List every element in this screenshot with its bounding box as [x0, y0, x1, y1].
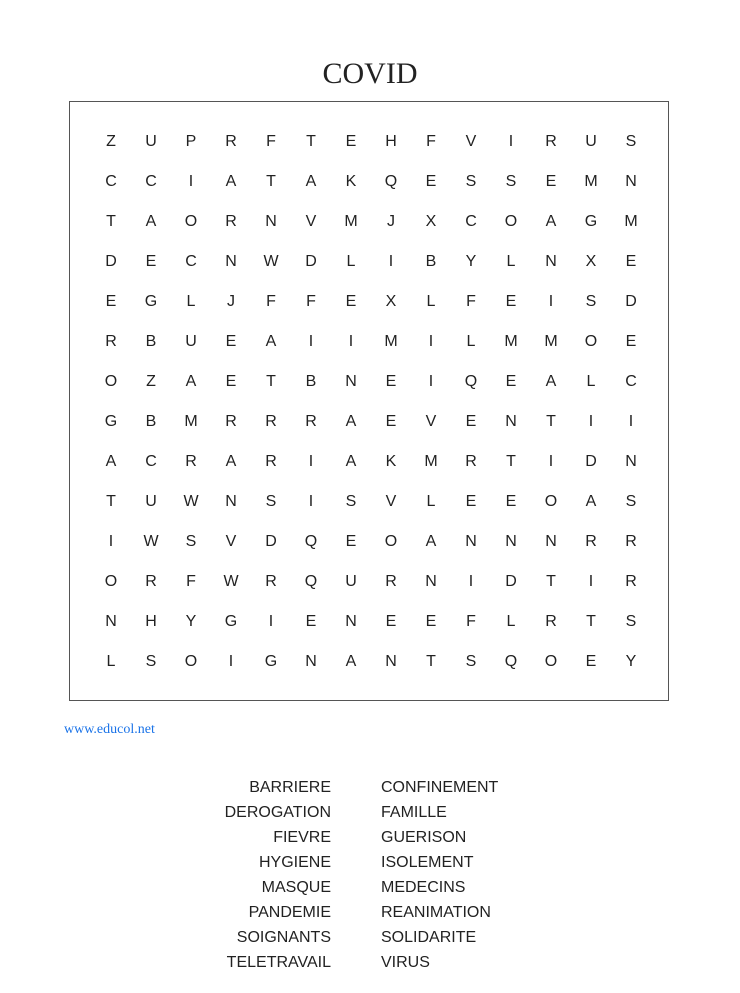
grid-letter[interactable]: R [545, 133, 557, 150]
grid-letter[interactable]: G [224, 613, 238, 630]
grid-letter[interactable]: M [584, 173, 598, 190]
grid-letter[interactable]: U [145, 133, 157, 150]
grid-letter[interactable]: S [145, 653, 157, 670]
grid-letter[interactable]: E [345, 293, 357, 310]
grid-letter[interactable]: E [465, 413, 477, 430]
grid-letter[interactable]: C [105, 173, 117, 190]
grid-letter[interactable]: D [305, 253, 317, 270]
grid-letter[interactable]: R [585, 533, 597, 550]
grid-letter[interactable]: R [545, 613, 557, 630]
grid-letter[interactable]: E [625, 253, 637, 270]
grid-letter[interactable]: U [585, 133, 597, 150]
grid-letter[interactable]: B [425, 253, 437, 270]
grid-letter[interactable]: A [145, 213, 157, 230]
grid-letter[interactable]: O [104, 573, 118, 590]
grid-letter[interactable]: R [265, 413, 277, 430]
grid-letter[interactable]: C [185, 253, 197, 270]
grid-letter[interactable]: R [225, 413, 237, 430]
grid-letter[interactable]: F [306, 293, 316, 310]
grid-letter[interactable]: A [265, 333, 277, 350]
grid-letter[interactable]: H [385, 133, 397, 150]
grid-letter[interactable]: N [545, 253, 557, 270]
grid-letter[interactable]: D [105, 253, 117, 270]
word-list-item: CONFINEMENT [381, 779, 499, 796]
grid-letter[interactable]: O [584, 333, 598, 350]
grid-letter[interactable]: O [184, 653, 198, 670]
grid-letter[interactable]: E [625, 333, 637, 350]
grid-letter[interactable]: Y [185, 613, 197, 630]
grid-letter[interactable]: D [265, 533, 277, 550]
word-list-item: GUERISON [381, 829, 467, 846]
grid-letter[interactable]: I [548, 293, 554, 310]
grid-letter[interactable]: Z [106, 133, 116, 150]
grid-letter[interactable]: O [104, 373, 118, 390]
grid-letter[interactable]: L [106, 653, 116, 670]
grid-letter[interactable]: M [624, 213, 638, 230]
grid-letter[interactable]: K [345, 173, 357, 190]
grid-letter[interactable]: O [384, 533, 398, 550]
grid-letter[interactable]: A [345, 413, 357, 430]
grid-letter[interactable]: F [186, 573, 196, 590]
grid-letter[interactable]: T [546, 413, 556, 430]
grid-letter[interactable]: G [264, 653, 278, 670]
grid-letter[interactable]: T [586, 613, 596, 630]
grid-letter[interactable]: M [544, 333, 558, 350]
word-list-item: TELETRAVAIL [226, 954, 331, 971]
grid-letter[interactable]: F [266, 133, 276, 150]
grid-letter[interactable]: R [265, 453, 277, 470]
grid-letter[interactable]: X [385, 293, 397, 310]
grid-letter[interactable]: F [466, 613, 476, 630]
word-search-grid-frame [69, 101, 669, 701]
grid-letter[interactable]: U [345, 573, 357, 590]
word-list-item: SOLIDARITE [381, 929, 477, 946]
grid-letter[interactable]: W [223, 573, 239, 590]
grid-letter[interactable]: F [426, 133, 436, 150]
grid-letter[interactable]: A [225, 453, 237, 470]
grid-letter[interactable]: E [505, 493, 517, 510]
grid-letter[interactable]: L [506, 253, 516, 270]
grid-letter[interactable]: Q [304, 573, 318, 590]
grid-letter[interactable]: N [625, 173, 637, 190]
grid-letter[interactable]: A [585, 493, 597, 510]
grid-letter[interactable]: J [227, 293, 235, 310]
grid-letter[interactable]: T [106, 213, 116, 230]
grid-letter[interactable]: A [425, 533, 437, 550]
grid-letter[interactable]: Q [504, 653, 518, 670]
grid-letter[interactable]: W [263, 253, 279, 270]
word-list-item: FAMILLE [381, 804, 447, 821]
grid-letter[interactable]: E [105, 293, 117, 310]
grid-letter[interactable]: T [266, 173, 276, 190]
grid-letter[interactable]: I [308, 493, 314, 510]
word-list-item: MASQUE [261, 879, 331, 896]
grid-letter[interactable]: I [308, 333, 314, 350]
grid-letter[interactable]: S [465, 653, 477, 670]
grid-letter[interactable]: I [388, 253, 394, 270]
grid-letter[interactable]: I [548, 453, 554, 470]
word-list-item: MEDECINS [381, 879, 466, 896]
grid-letter[interactable]: E [305, 613, 317, 630]
grid-letter[interactable]: X [585, 253, 597, 270]
grid-letter[interactable]: S [465, 173, 477, 190]
grid-letter[interactable]: E [505, 373, 517, 390]
word-list-item: FIEVRE [273, 829, 331, 846]
grid-letter[interactable]: A [545, 373, 557, 390]
grid-letter[interactable]: C [145, 453, 157, 470]
grid-letter[interactable]: S [345, 493, 357, 510]
grid-letter[interactable]: V [305, 213, 317, 230]
grid-letter[interactable]: A [345, 453, 357, 470]
grid-letter[interactable]: R [625, 573, 637, 590]
grid-letter[interactable]: U [185, 333, 197, 350]
grid-letter[interactable]: G [104, 413, 118, 430]
grid-letter[interactable]: E [465, 493, 477, 510]
grid-letter[interactable]: X [425, 213, 437, 230]
grid-letter[interactable]: Y [625, 653, 637, 670]
grid-letter[interactable]: E [385, 413, 397, 430]
grid-letter[interactable]: L [586, 373, 596, 390]
grid-letter[interactable]: E [385, 613, 397, 630]
grid-letter[interactable]: F [266, 293, 276, 310]
grid-letter[interactable]: R [625, 533, 637, 550]
grid-letter[interactable]: A [185, 373, 197, 390]
grid-letter[interactable]: T [426, 653, 436, 670]
grid-letter[interactable]: L [506, 613, 516, 630]
grid-letter[interactable]: I [628, 413, 634, 430]
grid-letter[interactable]: I [108, 533, 114, 550]
grid-letter[interactable]: L [426, 293, 436, 310]
grid-letter[interactable]: A [105, 453, 117, 470]
word-list-item: BARRIERE [249, 779, 331, 796]
grid-letter[interactable]: L [426, 493, 436, 510]
grid-letter[interactable]: S [625, 613, 637, 630]
grid-letter[interactable]: E [345, 133, 357, 150]
grid-letter[interactable]: N [465, 533, 477, 550]
grid-letter[interactable]: E [425, 613, 437, 630]
grid-letter[interactable]: L [186, 293, 196, 310]
grid-letter[interactable]: G [584, 213, 598, 230]
grid-letter[interactable]: O [504, 213, 518, 230]
grid-letter[interactable]: B [145, 413, 157, 430]
grid-letter[interactable]: M [184, 413, 198, 430]
grid-letter[interactable]: T [266, 373, 276, 390]
grid-letter[interactable]: E [145, 253, 157, 270]
word-list-item: HYGIENE [258, 854, 331, 871]
grid-letter[interactable]: I [228, 653, 234, 670]
grid-letter[interactable]: H [145, 613, 157, 630]
grid-letter[interactable]: C [625, 373, 637, 390]
grid-letter[interactable]: R [265, 573, 277, 590]
word-list-item: DEROGATION [224, 804, 331, 821]
grid-letter[interactable]: N [505, 533, 517, 550]
word-list-item: PANDEMIE [248, 904, 331, 921]
word-list-item: SOIGNANTS [236, 929, 331, 946]
grid-letter[interactable]: N [345, 613, 357, 630]
grid-letter[interactable]: D [585, 453, 597, 470]
grid-letter[interactable]: E [385, 373, 397, 390]
grid-letter[interactable]: N [265, 213, 277, 230]
grid-letter[interactable]: Y [465, 253, 477, 270]
grid-letter[interactable]: D [625, 293, 637, 310]
grid-letter[interactable]: G [144, 293, 158, 310]
grid-letter[interactable]: S [585, 293, 597, 310]
grid-letter[interactable]: B [145, 333, 157, 350]
grid-letter[interactable]: N [505, 413, 517, 430]
grid-letter[interactable]: W [183, 493, 199, 510]
grid-letter[interactable]: R [385, 573, 397, 590]
grid-letter[interactable]: L [346, 253, 356, 270]
grid-letter[interactable]: V [225, 533, 237, 550]
grid-letter[interactable]: O [544, 653, 558, 670]
grid-letter[interactable]: T [106, 493, 116, 510]
grid-letter[interactable]: N [225, 493, 237, 510]
grid-letter[interactable]: A [545, 213, 557, 230]
grid-letter[interactable]: I [428, 333, 434, 350]
grid-letter[interactable]: N [105, 613, 117, 630]
grid-letter[interactable]: R [465, 453, 477, 470]
grid-letter[interactable]: I [588, 413, 594, 430]
grid-letter[interactable]: U [145, 493, 157, 510]
site-link[interactable]: www.educol.net [64, 722, 155, 737]
grid-letter[interactable]: C [465, 213, 477, 230]
grid-letter[interactable]: L [466, 333, 476, 350]
grid-letter[interactable]: T [506, 453, 516, 470]
grid-letter[interactable]: E [545, 173, 557, 190]
grid-letter[interactable]: I [588, 573, 594, 590]
grid-letter[interactable]: P [185, 133, 197, 150]
grid-letter[interactable]: V [425, 413, 437, 430]
grid-letter[interactable]: K [385, 453, 397, 470]
grid-letter[interactable]: F [466, 293, 476, 310]
grid-letter[interactable]: A [225, 173, 237, 190]
grid-letter[interactable]: B [305, 373, 317, 390]
grid-letter[interactable]: I [188, 173, 194, 190]
grid-letter[interactable]: O [184, 213, 198, 230]
grid-letter[interactable]: R [105, 333, 117, 350]
grid-letter[interactable]: M [504, 333, 518, 350]
grid-letter[interactable]: N [225, 253, 237, 270]
grid-letter[interactable]: Q [384, 173, 398, 190]
word-list-item: ISOLEMENT [381, 854, 474, 871]
grid-letter[interactable]: A [345, 653, 357, 670]
grid-letter[interactable]: N [305, 653, 317, 670]
grid-letter[interactable]: N [425, 573, 437, 590]
grid-letter[interactable]: E [585, 653, 597, 670]
grid-letter[interactable]: R [225, 213, 237, 230]
grid-letter[interactable]: E [345, 533, 357, 550]
grid-letter[interactable]: S [505, 173, 517, 190]
grid-letter[interactable]: Q [464, 373, 478, 390]
word-list-item: REANIMATION [381, 904, 491, 921]
grid-letter[interactable]: V [385, 493, 397, 510]
word-search-grid [91, 122, 651, 682]
grid-letter[interactable]: W [143, 533, 159, 550]
grid-letter[interactable]: C [145, 173, 157, 190]
page-title: COVID [322, 57, 418, 90]
grid-letter[interactable]: E [505, 293, 517, 310]
grid-letter[interactable]: N [385, 653, 397, 670]
word-list-right [381, 775, 581, 975]
grid-letter[interactable]: R [185, 453, 197, 470]
word-list-item: VIRUS [381, 954, 430, 971]
grid-letter[interactable]: N [345, 373, 357, 390]
grid-letter[interactable]: D [505, 573, 517, 590]
grid-letter[interactable]: I [508, 133, 514, 150]
grid-letter[interactable]: R [145, 573, 157, 590]
grid-letter[interactable]: E [425, 173, 437, 190]
word-list-left [180, 775, 331, 975]
grid-letter[interactable]: Q [304, 533, 318, 550]
grid-letter[interactable]: T [306, 133, 316, 150]
grid-letter[interactable]: M [384, 333, 398, 350]
grid-letter[interactable]: N [625, 453, 637, 470]
grid-letter[interactable]: T [546, 573, 556, 590]
grid-letter[interactable]: I [268, 613, 274, 630]
grid-letter[interactable]: J [387, 213, 395, 230]
grid-letter[interactable]: I [348, 333, 354, 350]
grid-letter[interactable]: I [308, 453, 314, 470]
grid-letter[interactable]: I [428, 373, 434, 390]
grid-letter[interactable]: O [544, 493, 558, 510]
grid-letter[interactable]: S [625, 493, 637, 510]
grid-letter[interactable]: Z [146, 373, 156, 390]
grid-letter[interactable]: V [465, 133, 477, 150]
grid-letter[interactable]: R [225, 133, 237, 150]
grid-letter[interactable]: M [344, 213, 358, 230]
grid-letter[interactable]: E [225, 333, 237, 350]
grid-letter[interactable]: I [468, 573, 474, 590]
grid-letter[interactable]: M [424, 453, 438, 470]
grid-letter[interactable]: R [305, 413, 317, 430]
grid-letter[interactable]: N [545, 533, 557, 550]
grid-letter[interactable]: S [625, 133, 637, 150]
grid-letter[interactable]: S [265, 493, 277, 510]
grid-letter[interactable]: E [225, 373, 237, 390]
grid-letter[interactable]: A [305, 173, 317, 190]
grid-letter[interactable]: S [185, 533, 197, 550]
